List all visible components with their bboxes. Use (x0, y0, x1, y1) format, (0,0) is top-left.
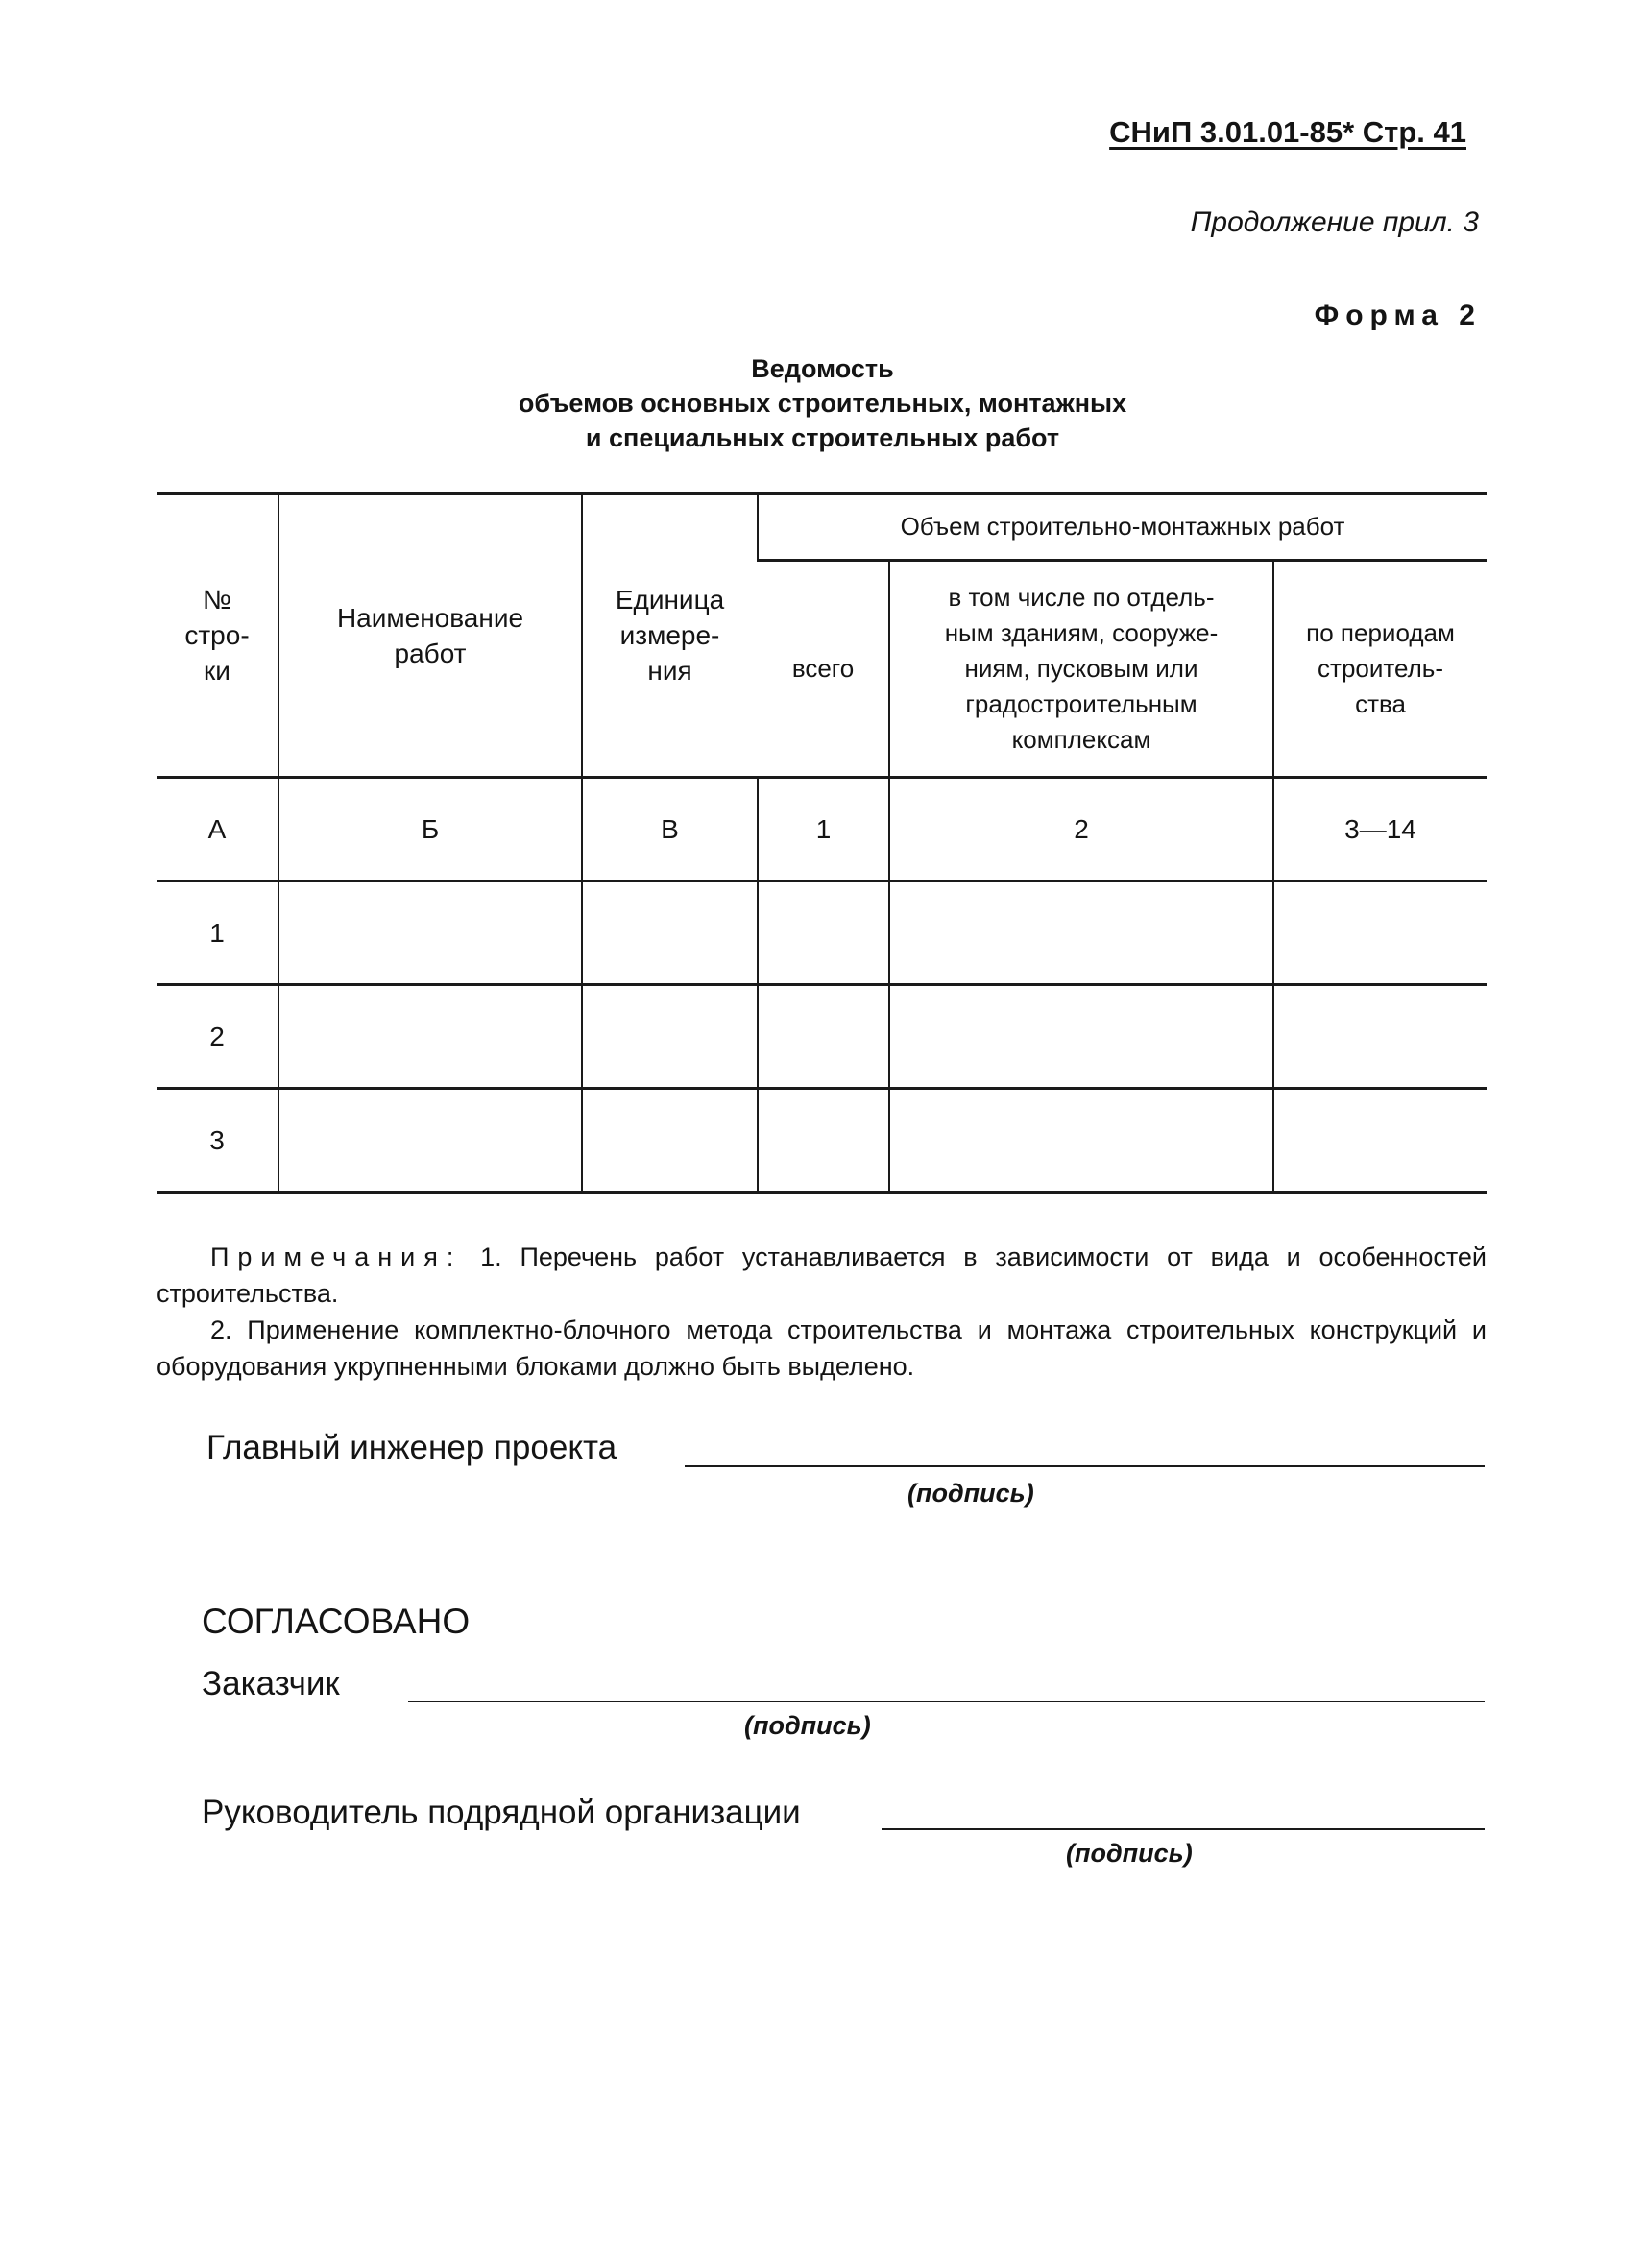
chief-engineer-label: Главный инженер проекта (206, 1429, 617, 1466)
header-row-number: № стро- ки (157, 494, 278, 778)
empty-cell (278, 985, 582, 1089)
document-title (0, 351, 1645, 455)
title-line-3: и специальных строительных работ (585, 423, 1060, 452)
form-label: Форма 2 (1314, 300, 1482, 331)
empty-cell (758, 1089, 889, 1193)
empty-cell (582, 985, 758, 1089)
notes-label: Примечания: (210, 1243, 463, 1271)
note-2: 2. Применение комплектно-блочного метода строительства и монтажа строительных конструкций и оборудования укрупненными блоками должно быть выделено. (157, 1315, 1487, 1381)
customer-signature-line (408, 1701, 1485, 1702)
empty-cell (582, 881, 758, 985)
empty-cell (582, 1089, 758, 1193)
approved-label: СОГЛАСОВАНО (202, 1602, 471, 1641)
document-reference: СНиП 3.01.01-85* Стр. 41 (1109, 115, 1466, 149)
table-row (157, 881, 1487, 985)
header-unit: Единица измере- ния (582, 494, 758, 778)
table-row (157, 985, 1487, 1089)
index-row (157, 778, 1487, 881)
empty-cell (889, 1089, 1273, 1193)
empty-cell (1273, 881, 1487, 985)
index-cell: Б (278, 778, 582, 881)
chief-engineer-signature-caption: (подпись) (907, 1479, 1034, 1508)
index-cell: А (157, 778, 278, 881)
works-volume-table (157, 492, 1487, 1194)
header-row-1 (157, 494, 1487, 561)
chief-engineer-signature-line (685, 1465, 1485, 1467)
empty-cell (278, 1089, 582, 1193)
note-1-text: 1. Перечень работ устанавливается в зависимости от вида и особенностей строительства. (157, 1243, 1487, 1308)
empty-cell (278, 881, 582, 985)
row-number: 1 (157, 881, 278, 985)
index-cell: 3—14 (1273, 778, 1487, 881)
empty-cell (889, 985, 1273, 1089)
contractor-head-signature-line (882, 1828, 1485, 1830)
notes (157, 1239, 1487, 1385)
note-1 (157, 1239, 1487, 1312)
customer-signature-caption: (подпись) (744, 1711, 871, 1740)
empty-cell (758, 881, 889, 985)
header-by-building: в том числе по отдель- ным зданиям, сооруже- ниям, пусковым или градостроительным комплексам (889, 561, 1273, 778)
title-line-1: Ведомость (751, 354, 894, 383)
row-number: 3 (157, 1089, 278, 1193)
index-cell: В (582, 778, 758, 881)
empty-cell (1273, 1089, 1487, 1193)
continuation-note: Продолжение прил. 3 (1190, 206, 1479, 238)
table-row (157, 1089, 1487, 1193)
header-by-period: по периодам строитель- ства (1273, 561, 1487, 778)
header-work-name: Наименование работ (278, 494, 582, 778)
row-number: 2 (157, 985, 278, 1089)
empty-cell (889, 881, 1273, 985)
empty-cell (758, 985, 889, 1089)
header-volume-group: Объем строительно-монтажных работ (758, 494, 1487, 561)
contractor-head-label: Руководитель подрядной организации (202, 1794, 801, 1831)
title-line-2: объемов основных строительных, монтажных (518, 389, 1127, 418)
index-cell: 1 (758, 778, 889, 881)
empty-cell (1273, 985, 1487, 1089)
header-total: всего (758, 561, 889, 778)
customer-label: Заказчик (202, 1665, 340, 1702)
index-cell: 2 (889, 778, 1273, 881)
contractor-head-signature-caption: (подпись) (1066, 1839, 1193, 1868)
